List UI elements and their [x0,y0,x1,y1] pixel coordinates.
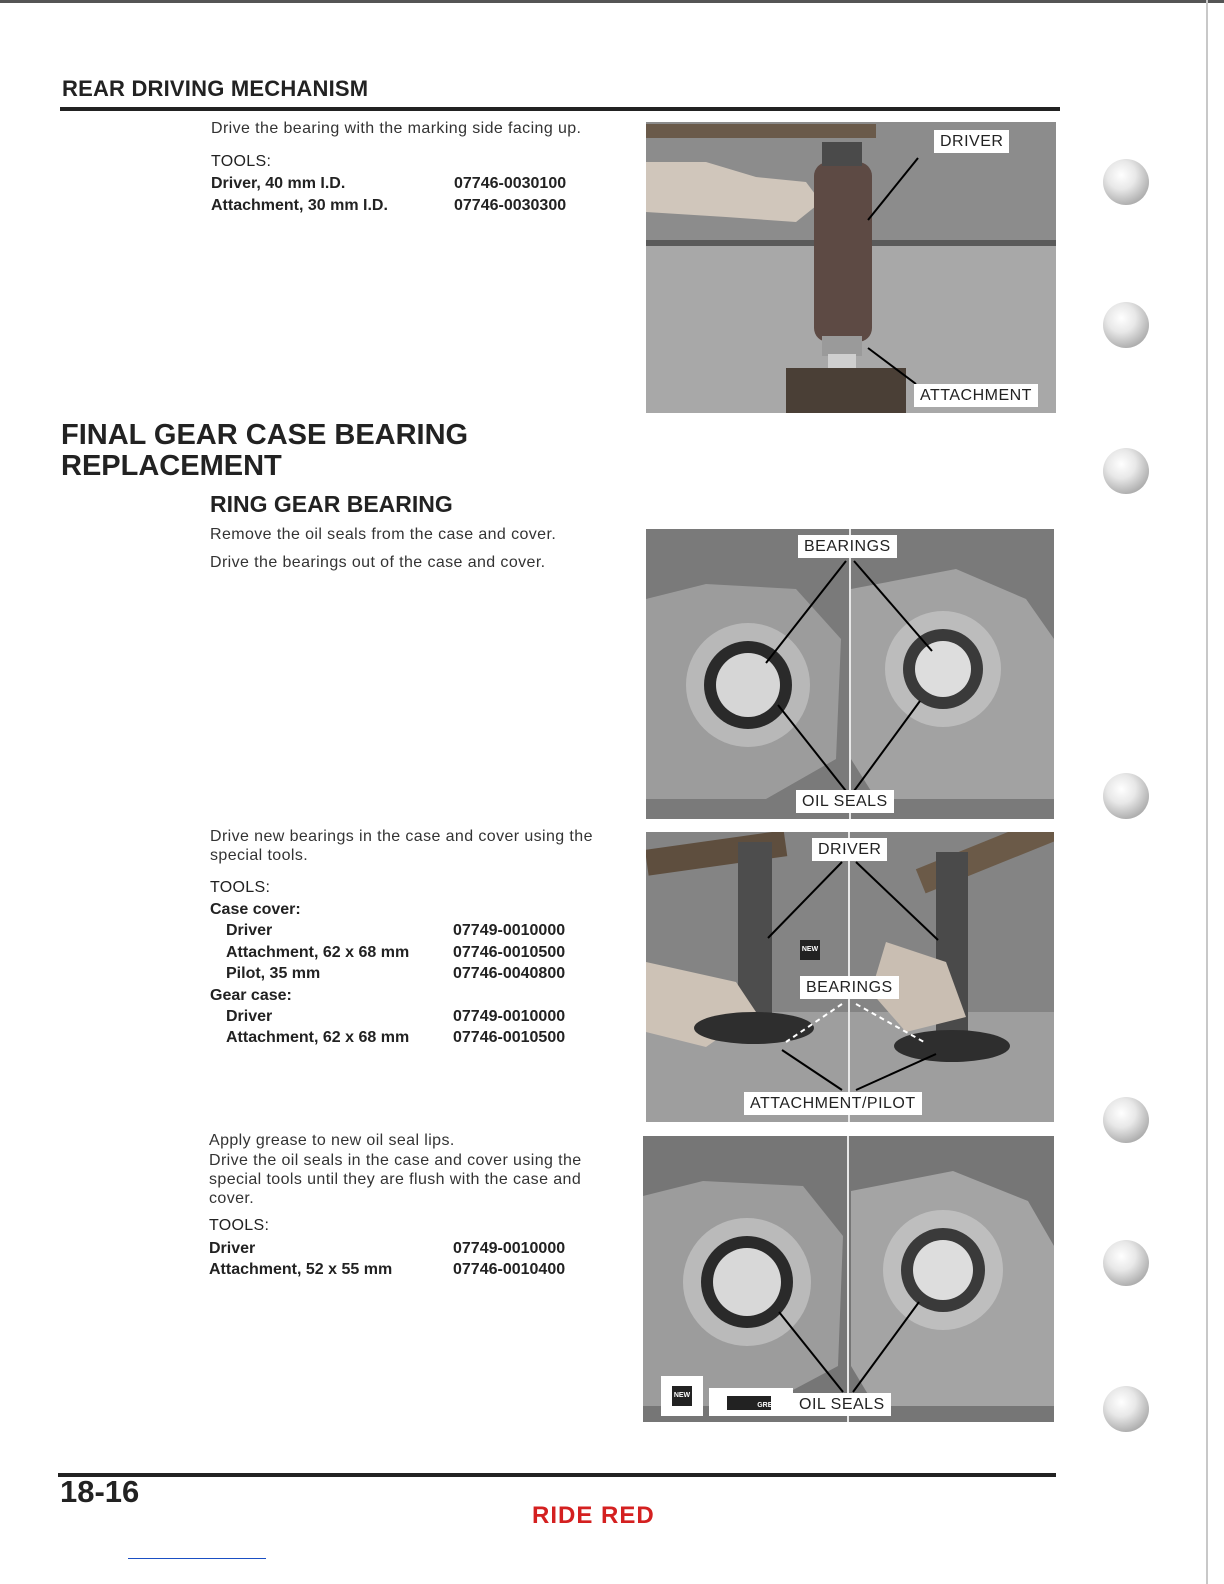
grease-icon: GREASE [757,1402,787,1409]
binder-hole [1103,1240,1149,1286]
step4-line3: special tools until they are flush with the case and [209,1171,582,1188]
footer-link-underline [128,1558,266,1559]
callout-attachment: ATTACHMENT [914,384,1038,407]
tool-part-number: 07746-0040800 [453,965,566,982]
new-part-icon: NEW [672,1386,692,1406]
binder-hole [1103,159,1149,205]
photo-install-oil-seals-illustration [643,1136,1054,1422]
tool-part-number: 07746-0030300 [454,197,567,214]
page-number: 18-16 [60,1474,140,1509]
section-title-line2: REPLACEMENT [61,450,282,482]
tool-name: Driver [226,922,273,939]
tool-group-label: Gear case: [210,987,292,1004]
step2-line1: Remove the oil seals from the case and cover. [210,526,557,543]
right-border [1206,0,1208,1584]
photo-install-oil-seals [643,1136,1054,1422]
tool-name: Attachment, 62 x 68 mm [226,944,410,961]
callout-bearings: BEARINGS [800,976,899,999]
tool-name: Driver, 40 mm I.D. [211,175,346,192]
binder-hole [1103,1386,1149,1432]
callout-oil-seals: OIL SEALS [796,790,894,813]
chapter-header: REAR DRIVING MECHANISM [62,76,369,101]
photo-driving-new-bearings [646,832,1054,1122]
tool-name: Driver [226,1008,273,1025]
tool-name: Pilot, 35 mm [226,965,321,982]
callout-driver: DRIVER [812,838,887,861]
section-title-line1: FINAL GEAR CASE BEARING [61,419,469,451]
new-part-icon-frame [661,1376,703,1416]
step2-line2: Drive the bearings out of the case and cover. [210,554,546,571]
step1-text: Drive the bearing with the marking side facing up. [211,120,582,137]
callout-oil-seals: OIL SEALS [793,1393,891,1416]
step4-line1: Apply grease to new oil seal lips. [209,1132,455,1149]
photo-bearings-oil-seals [646,529,1054,819]
binder-hole [1103,1097,1149,1143]
tool-part-number: 07749-0010000 [453,922,566,939]
photo-driver-attachment-illustration [646,122,1056,413]
tool-name: Driver [209,1240,256,1257]
binder-hole [1103,302,1149,348]
tool-part-number: 07746-0010400 [453,1261,566,1278]
step1-tools-label: TOOLS: [211,153,272,170]
callout-bearings: BEARINGS [798,535,897,558]
tool-part-number: 07746-0010500 [453,1029,566,1046]
binder-hole [1103,448,1149,494]
step3-tools-label: TOOLS: [210,879,271,896]
callout-attachment-pilot: ATTACHMENT/PILOT [744,1092,922,1115]
tool-name: Attachment, 52 x 55 mm [209,1261,393,1278]
tool-part-number: 07746-0030100 [454,175,567,192]
step3-line1: Drive new bearings in the case and cover using the [210,828,593,845]
step3-line2: special tools. [210,847,309,864]
tool-name: Attachment, 30 mm I.D. [211,197,388,214]
binder-hole [1103,773,1149,819]
top-border [0,0,1224,3]
brand-footer: RIDE RED [532,1502,655,1529]
section-title [61,420,468,482]
step4-tools-label: TOOLS: [209,1217,270,1234]
tool-part-number: 07749-0010000 [453,1240,566,1257]
tool-part-number: 07746-0010500 [453,944,566,961]
step4-line2: Drive the oil seals in the case and cover using the [209,1152,582,1169]
tool-group-label: Case cover: [210,901,301,918]
photo-driver-attachment [646,122,1056,413]
photo-bearings-oil-seals-illustration [646,529,1054,819]
new-part-icon: NEW [800,940,820,960]
subsection-title: RING GEAR BEARING [210,491,453,517]
header-rule [60,107,1060,111]
tool-name: Attachment, 62 x 68 mm [226,1029,410,1046]
footer-rule [58,1473,1056,1477]
step4-line4: cover. [209,1190,255,1207]
callout-driver: DRIVER [934,130,1009,153]
tool-part-number: 07749-0010000 [453,1008,566,1025]
